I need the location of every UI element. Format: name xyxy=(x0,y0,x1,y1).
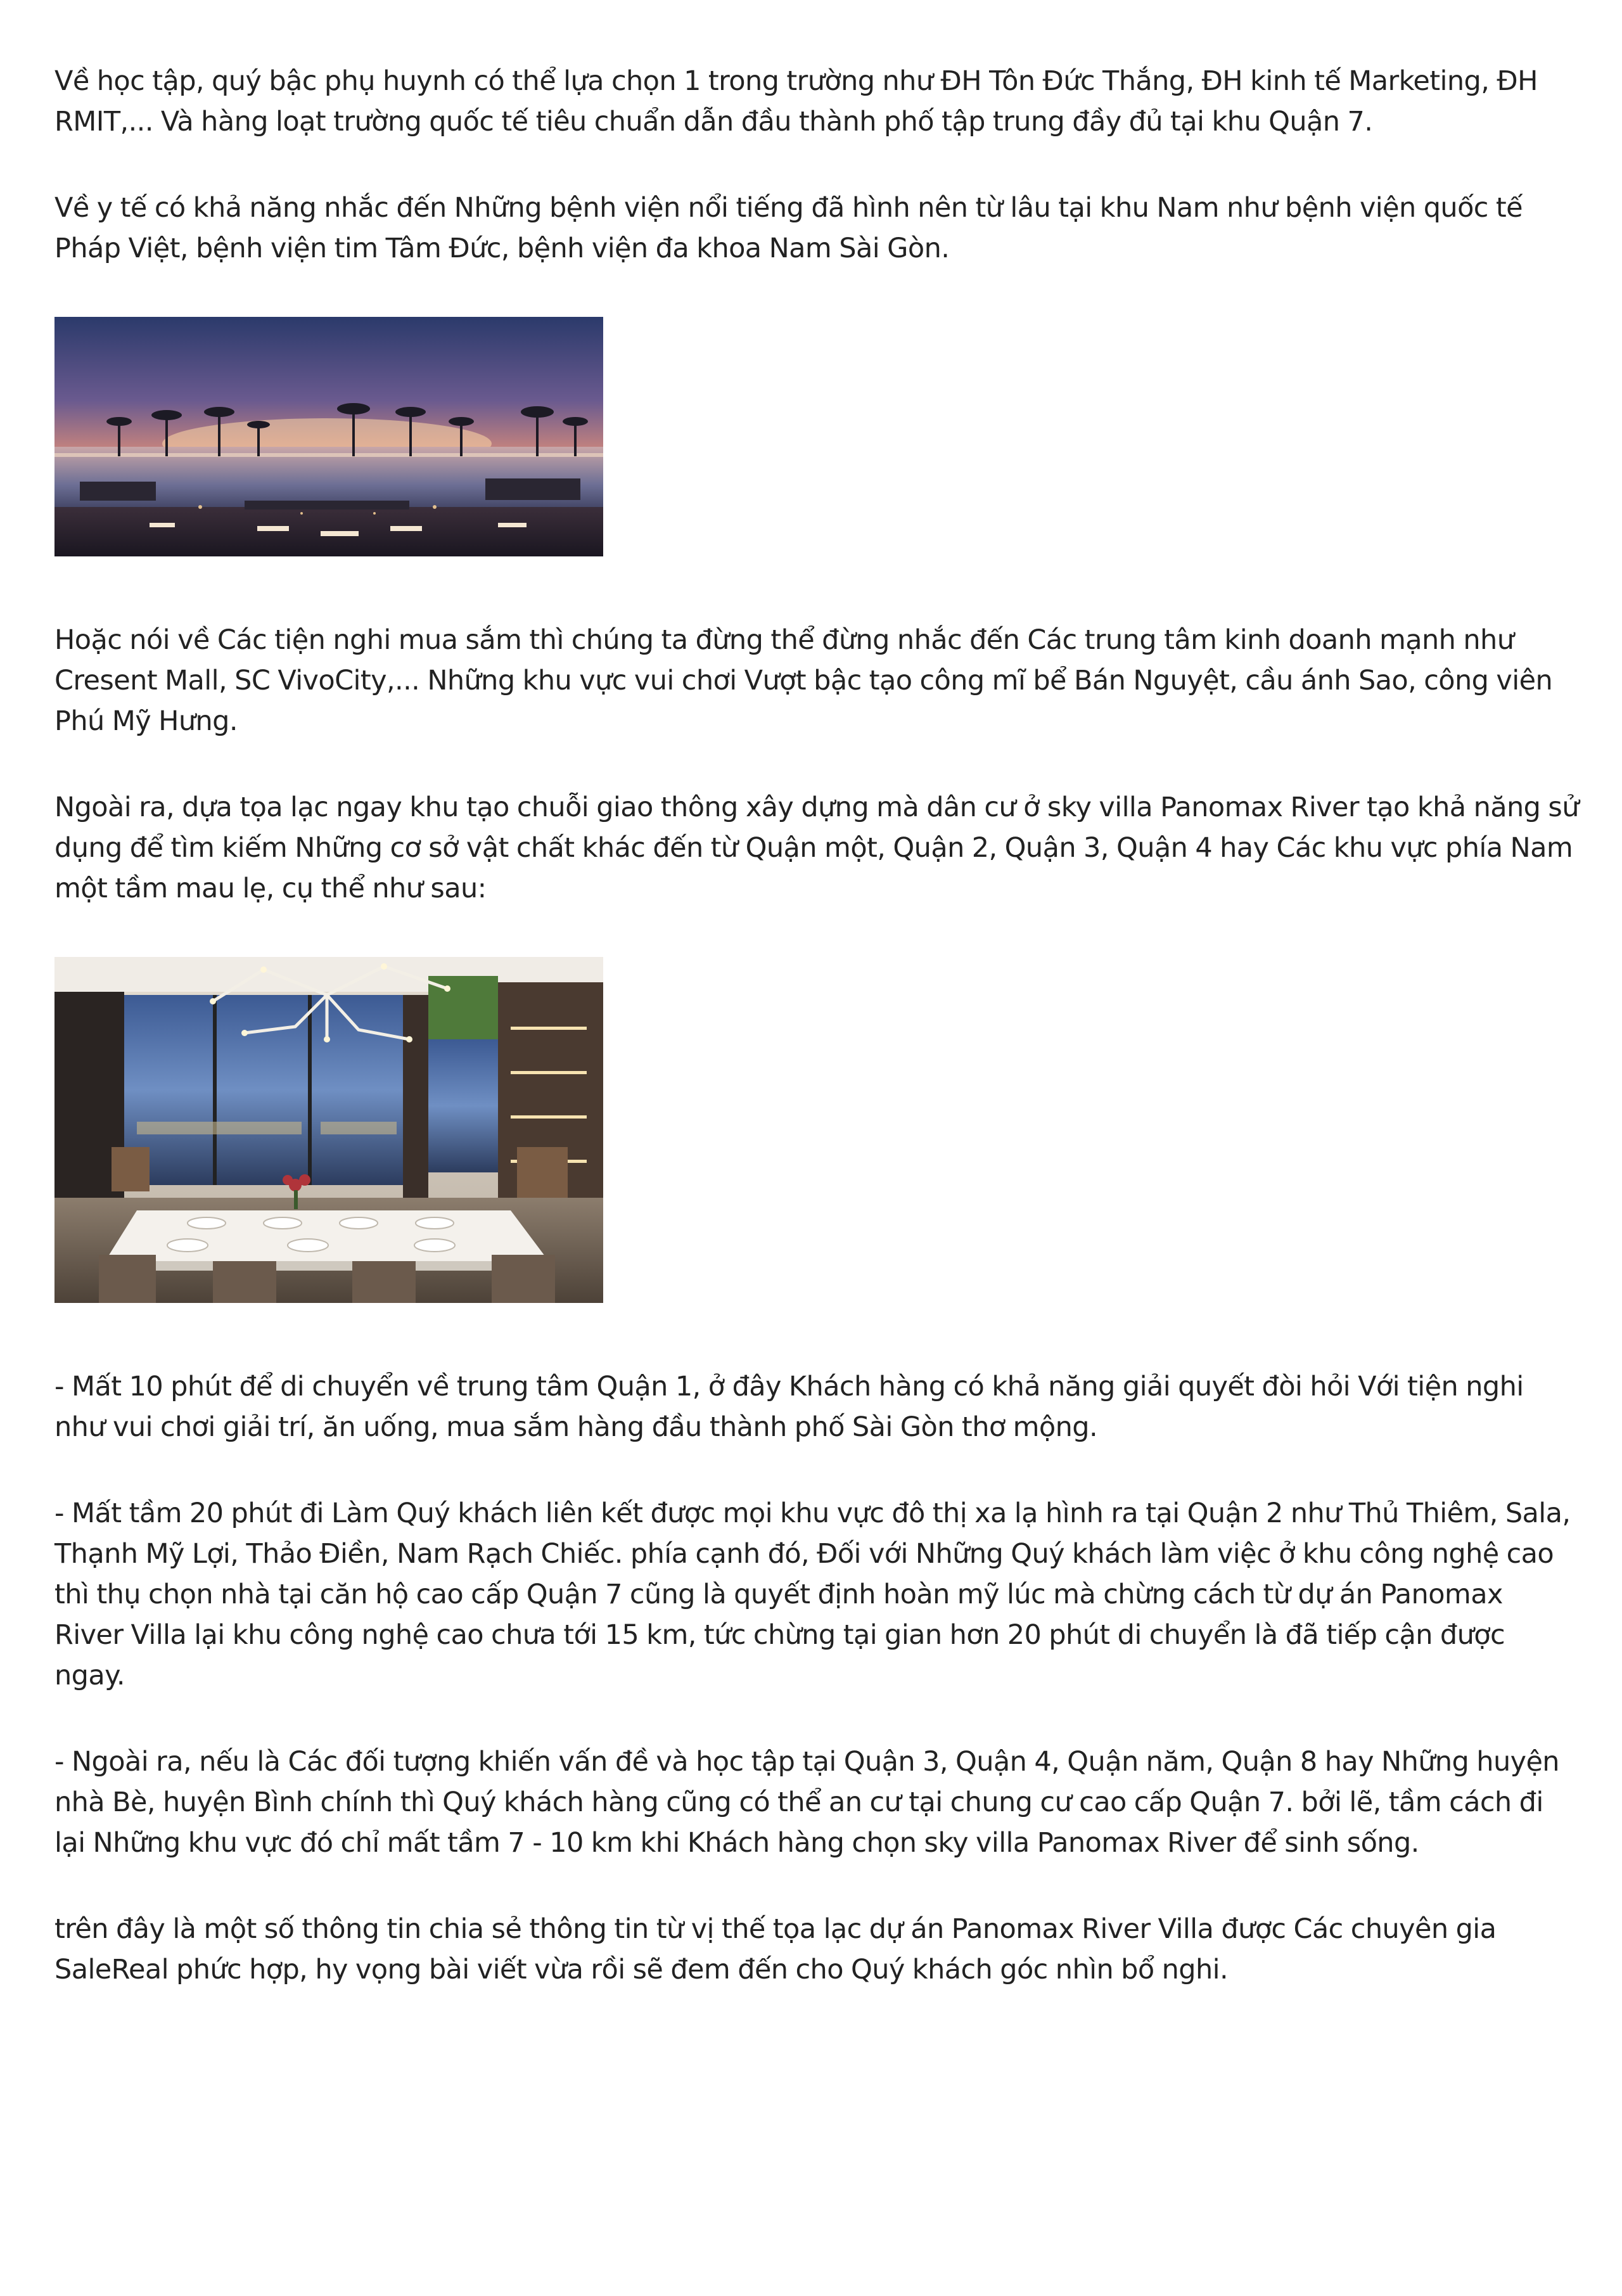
paragraph-other-districts: - Ngoài ra, nếu là Các đối tượng khiến vấn đề và học tập tại Quận 3, Quận 4, Quận năm, Quận 8 hay Những huyện nhà Bè, huyện Bình chính thì Quý khách hàng cũng có thể an cư tại chung cư cao cấp Quận 7. bởi lẽ, tầm cách đi lại Những khu vực đó chỉ mất tầm 7 - 10 km khi Khách hàng chọn sky villa Panomax River để sinh sống. xyxy=(54,1746,1559,1859)
paragraph-district1-access: - Mất 10 phút để di chuyển về trung tâm Quận 1, ở đây Khách hàng có khả năng giải quyết đòi hỏi Với tiện nghi như vui chơi giải trí, ăn uống, mua sắm hàng đầu thành phố Sài Gòn thơ mộng. xyxy=(54,1371,1524,1443)
paragraph-transport: Ngoài ra, dựa tọa lạc ngay khu tạo chuỗi giao thông xây dựng mà dân cư ở sky villa Panomax River tạo khả năng sử dụng để tìm kiếm Những cơ sở vật chất khác đến từ Quận một, Quận 2, Quận 3, Quận 4 hay Các khu vực phía Nam một tầm mau lẹ, cụ thể như sau: xyxy=(54,792,1579,904)
document-page xyxy=(54,61,1579,1990)
paragraph-shopping: Hoặc nói về Các tiện nghi mua sắm thì chúng ta đừng thể đừng nhắc đến Các trung tâm kinh doanh mạnh như Cresent Mall, SC VivoCity,... Những khu vực vui chơi Vượt bậc tạo công mĩ bể Bán Nguyệt, cầu ánh Sao, công viên Phú Mỹ Hưng. xyxy=(54,624,1553,737)
paragraph-district2-access: - Mất tầm 20 phút đi Làm Quý khách liên kết được mọi khu vực đô thị xa lạ hình ra tại Quận 2 như Thủ Thiêm, Sala, Thạnh Mỹ Lợi, Thảo Điền, Nam Rạch Chiếc. phía cạnh đó, Đối với Những Quý khách làm việc ở khu công nghệ cao thì thụ chọn nhà tại căn hộ cao cấp Quận 7 cũng là quyết định hoàn mỹ lúc mà chừng cách từ dự án Panomax River Villa lại khu công nghệ cao chưa tới 15 km, tức chừng tại gian hơn 20 phút di chuyển là đã tiếp cận được ngay. xyxy=(54,1498,1571,1691)
paragraph-conclusion: trên đây là một số thông tin chia sẻ thông tin từ vị thế tọa lạc dự án Panomax River Villa được Các chuyên gia SaleReal phức hợp, hy vọng bài viết vừa rồi sẽ đem đến cho Quý khách góc nhìn bổ nghi. xyxy=(54,1913,1497,1985)
paragraph-education: Về học tập, quý bậc phụ huynh có thể lựa chọn 1 trong trường như ĐH Tôn Đức Thắng, ĐH kinh tế Marketing, ĐH RMIT,... Và hàng loạt trường quốc tế tiêu chuẩn dẫn đầu thành phố tập trung đầy đủ tại khu Quận 7. xyxy=(54,65,1538,138)
paragraph-healthcare: Về y tế có khả năng nhắc đến Những bệnh viện nổi tiếng đã hình nên từ lâu tại khu Nam như bệnh viện quốc tế Pháp Việt, bệnh viện tim Tâm Đức, bệnh viện đa khoa Nam Sài Gòn. xyxy=(54,192,1523,264)
dining-room-interior-image xyxy=(54,957,603,1303)
resort-pool-sunset-image xyxy=(54,317,603,556)
